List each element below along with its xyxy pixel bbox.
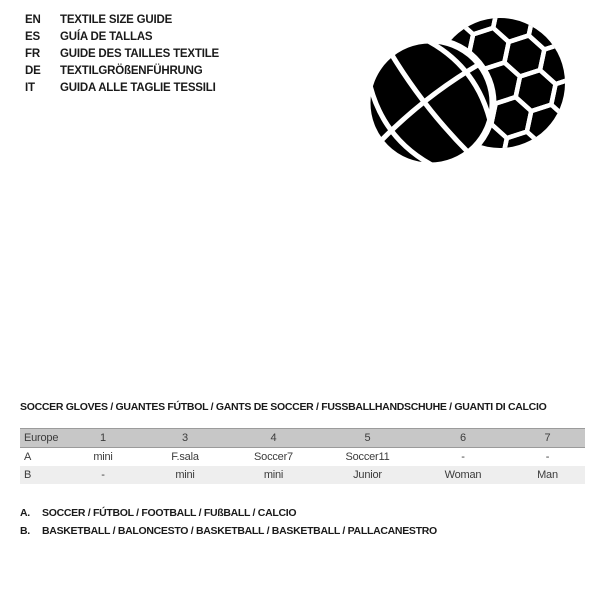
table-header-row [20, 429, 585, 448]
header-cell: Europe [20, 429, 64, 448]
value-cell: F.sala [171, 451, 199, 463]
language-code: FR [25, 48, 40, 60]
row-label-cell: B [24, 469, 32, 481]
legend-note-text: BASKETBALL / BALONCESTO / BASKETBALL / BASKETBALL / PALLACANESTRO [42, 525, 437, 537]
language-row [25, 29, 219, 46]
legend-note-prefix: A. [20, 507, 30, 519]
value-cell: - [101, 469, 105, 481]
value-cell: Woman [444, 469, 482, 481]
table-row [20, 448, 585, 467]
legend-note-text: SOCCER / FÚTBOL / FOOTBALL / FUßBALL / CALCIO [42, 507, 297, 519]
value-cell: mini [263, 469, 284, 481]
header-cell: 6 [416, 429, 510, 448]
language-label: GUIDA ALLE TAGLIE TESSILI [60, 82, 216, 94]
header-cell: 3 [142, 429, 228, 448]
table-row [20, 466, 585, 484]
language-code: IT [25, 82, 35, 94]
sports-balls-illustration [340, 0, 600, 200]
row-label-cell: A [24, 451, 32, 463]
value-cell: - [545, 451, 550, 463]
language-label: TEXTILE SIZE GUIDE [60, 14, 173, 26]
language-code: DE [25, 65, 41, 77]
language-label: GUÍA DE TALLAS [60, 31, 153, 43]
value-cell: - [461, 451, 465, 463]
header-cell: 5 [319, 429, 416, 448]
value-cell: Man [537, 469, 558, 481]
value-cell: mini [93, 451, 113, 463]
language-code: ES [25, 31, 40, 43]
language-label: TEXTILGRÖßENFÜHRUNG [60, 65, 203, 77]
legend-note [20, 504, 437, 522]
header-cell: 7 [510, 429, 585, 448]
language-row [25, 63, 219, 80]
size-table-title: SOCCER GLOVES / GUANTES FÚTBOL / GANTS DE SOCCER / FUSSBALLHANDSCHUHE / GUANTI DI CALCIO [20, 401, 547, 413]
header-cell: 4 [228, 429, 319, 448]
legend-note [20, 522, 437, 540]
legend-note-prefix: B. [20, 525, 30, 537]
language-label: GUIDE DES TAILLES TEXTILE [60, 48, 219, 60]
legend-notes [20, 504, 437, 540]
size-table [20, 428, 585, 484]
language-row [25, 46, 219, 63]
value-cell: Soccer11 [345, 451, 390, 463]
value-cell: mini [175, 469, 195, 481]
language-code: EN [25, 14, 41, 26]
value-cell: Soccer7 [254, 451, 293, 463]
header-cell: 1 [64, 429, 142, 448]
language-row [25, 12, 219, 29]
language-row [25, 80, 219, 97]
value-cell: Junior [353, 469, 382, 481]
language-list [25, 12, 219, 97]
